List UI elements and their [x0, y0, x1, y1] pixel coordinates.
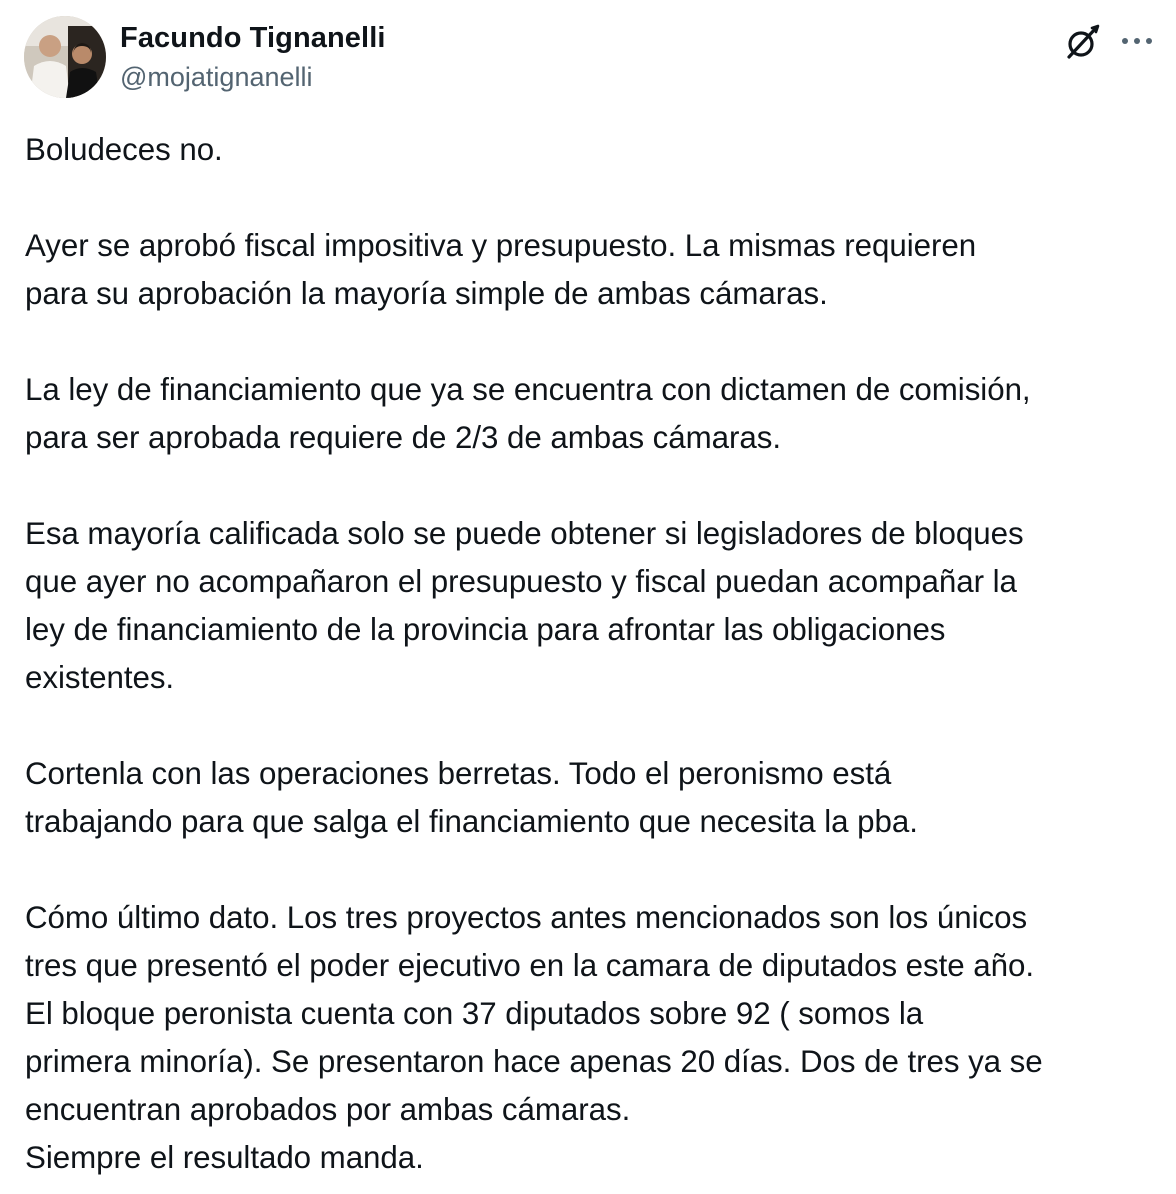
tweet-paragraph: Cómo último dato. Los tres proyectos antes mencionados son los únicos tres que presentó el poder ejecutivo en la camara de diputados este año. El bloque peronista cuenta con 37 diputados sobre 92 ( somos la primera minoría). Se presentaron hace apenas 20 días. Dos de tres ya se encuentran aprobados por ambas cámaras. Siempre el resultado manda. — [25, 900, 1043, 1175]
tweet-body — [25, 126, 1165, 1182]
author-handle[interactable]: @mojatignanelli — [120, 62, 313, 92]
avatar[interactable] — [24, 16, 106, 98]
user-avatar-photo-icon — [24, 16, 106, 98]
tweet-header — [24, 16, 1154, 98]
more-horizontal-icon[interactable] — [1120, 34, 1154, 48]
tweet-paragraph: Esa mayoría calificada solo se puede obtener si legisladores de bloques que ayer no acompañaron el presupuesto y fiscal puedan acompañar la ley de financiamiento de la provincia para afrontar las obligaciones existentes. — [25, 516, 1024, 695]
grok-slash-icon[interactable] — [1062, 22, 1102, 62]
author-display-name[interactable]: Facundo Tignanelli — [120, 22, 386, 54]
tweet-paragraph: Cortenla con las operaciones berretas. Todo el peronismo está trabajando para que salga el financiamiento que necesita la pba. — [25, 756, 918, 839]
tweet-paragraph: Ayer se aprobó fiscal impositiva y presupuesto. La mismas requieren para su aprobación la mayoría simple de ambas cámaras. — [25, 228, 977, 311]
tweet-paragraph: Boludeces no. — [25, 132, 223, 167]
tweet-paragraph: La ley de financiamiento que ya se encuentra con dictamen de comisión, para ser aprobada requiere de 2/3 de ambas cámaras. — [25, 372, 1031, 455]
author-info — [120, 19, 386, 97]
